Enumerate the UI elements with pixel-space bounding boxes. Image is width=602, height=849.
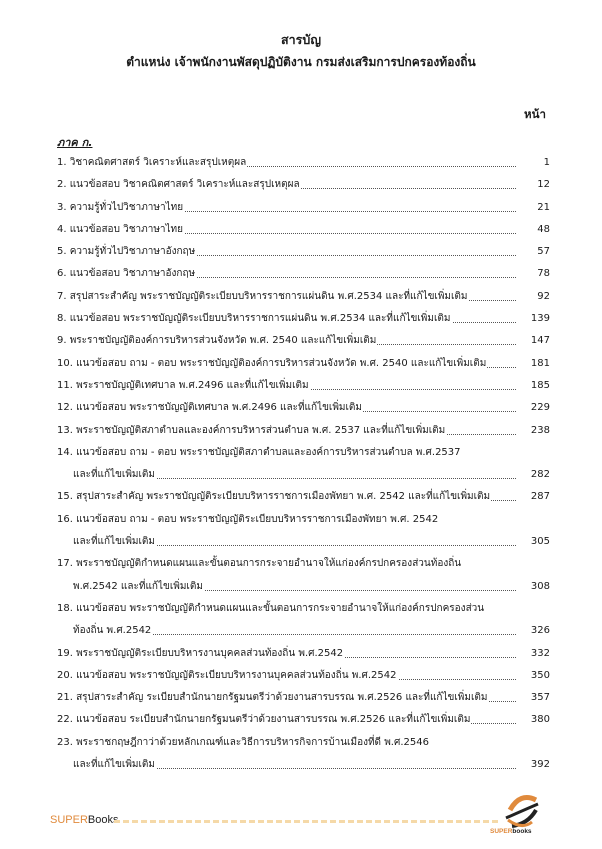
toc-entry[interactable] — [57, 576, 550, 598]
toc-entry[interactable] — [57, 174, 550, 196]
toc-entry[interactable] — [57, 286, 550, 308]
section-heading: ภาค ก. — [57, 136, 93, 149]
toc-entry-title: พ.ศ.2542 และที่แก้ไขเพิ่มเติม — [57, 576, 204, 598]
page-column-label: หน้า — [524, 107, 546, 121]
toc-entry[interactable] — [57, 464, 550, 486]
toc-entry[interactable] — [57, 531, 550, 553]
logo-text-super: SUPER — [490, 828, 513, 835]
toc-entry-page: 326 — [530, 625, 550, 637]
toc-entry-page: 282 — [530, 469, 550, 481]
toc-entry-title: 6. แนวข้อสอบ วิชาภาษาอังกฤษ — [57, 263, 196, 285]
toc-entry-page: 350 — [530, 669, 550, 681]
toc-entry[interactable] — [57, 219, 550, 241]
toc-entry[interactable] — [57, 241, 550, 263]
toc-entry-page: 12 — [537, 179, 550, 191]
toc-entry[interactable] — [57, 687, 550, 709]
toc-list — [57, 152, 550, 776]
toc-entry-title: 2. แนวข้อสอบ วิชาคณิตศาสตร์ วิเคราะห์และสรุปเหตุผล — [57, 174, 301, 196]
toc-entry-page: 380 — [530, 714, 550, 726]
toc-entry[interactable] — [57, 375, 550, 397]
footer-brand-books: Books — [87, 814, 119, 826]
logo-text-books: books — [512, 828, 532, 835]
toc-entry-page: 305 — [530, 536, 550, 548]
toc-entry[interactable] — [57, 353, 550, 375]
toc-subtitle: ตำแหน่ง เจ้าพนักงานพัสดุปฏิบัติงาน กรมส่งเสริมการปกครองท้องถิ่น — [126, 55, 476, 69]
toc-entry-page: 287 — [530, 491, 550, 503]
toc-entry-title: ท้องถิ่น พ.ศ.2542 — [57, 620, 152, 642]
toc-entry[interactable] — [57, 732, 550, 754]
toc-entry-title: 12. แนวข้อสอบ พระราชบัญญัติเทศบาล พ.ศ.2496 และที่แก้ไขเพิ่มเติม — [57, 397, 363, 419]
toc-entry-page: 181 — [530, 357, 550, 369]
toc-entry-page: 48 — [537, 223, 550, 235]
toc-entry-title: 13. พระราชบัญญัติสภาตำบลและองค์การบริหารส่วนตำบล พ.ศ. 2537 และที่แก้ไขเพิ่มเติม — [57, 420, 446, 442]
toc-entry-title: 7. สรุปสาระสำคัญ พระราชบัญญัติระเบียบบริหารราชการแผ่นดิน พ.ศ.2534 และที่แก้ไขเพิ่มเติม — [57, 286, 469, 308]
toc-entry-title: 19. พระราชบัญญัติระเบียบบริหารงานบุคคลส่วนท้องถิ่น พ.ศ.2542 — [57, 643, 344, 665]
toc-entry[interactable] — [57, 754, 550, 776]
toc-entry[interactable] — [57, 620, 550, 642]
toc-entry-title: 1. วิชาคณิตศาสตร์ วิเคราะห์และสรุปเหตุผล — [57, 152, 247, 174]
toc-entry[interactable] — [57, 152, 550, 174]
toc-entry[interactable] — [57, 598, 550, 620]
toc-entry-title: 3. ความรู้ทั่วไปวิชาภาษาไทย — [57, 197, 184, 219]
toc-entry-page: 357 — [530, 692, 550, 704]
toc-entry-page: 238 — [530, 424, 550, 436]
toc-entry-title: 20. แนวข้อสอบ พระราชบัญญัติระเบียบบริหารงานบุคคลส่วนท้องถิ่น พ.ศ.2542 — [57, 665, 398, 687]
toc-entry-title: 8. แนวข้อสอบ พระราชบัญญัติระเบียบบริหารราชการแผ่นดิน พ.ศ.2534 และที่แก้ไขเพิ่มเติม — [57, 308, 452, 330]
toc-entry-title: และที่แก้ไขเพิ่มเติม — [57, 754, 156, 776]
toc-entry-title: 15. สรุปสาระสำคัญ พระราชบัญญัติระเบียบบริหารราชการเมืองพัทยา พ.ศ. 2542 และที่แก้ไขเพิ่มเติม — [57, 486, 491, 508]
toc-entry-page: 392 — [530, 759, 550, 771]
toc-entry-page: 57 — [537, 246, 550, 258]
toc-entry-page: 185 — [530, 379, 550, 391]
toc-entry-title: 10. แนวข้อสอบ ถาม - ตอบ พระราชบัญญัติองค์การบริหารส่วนจังหวัด พ.ศ. 2540 และแก้ไขเพิ่มเติม — [57, 353, 487, 375]
footer-brand-super: SUPER — [50, 814, 88, 826]
toc-entry[interactable] — [57, 197, 550, 219]
toc-entry-title: 11. พระราชบัญญัติเทศบาล พ.ศ.2496 และที่แก้ไขเพิ่มเติม — [57, 375, 310, 397]
toc-entry[interactable] — [57, 420, 550, 442]
toc-entry-page: 92 — [537, 290, 550, 302]
toc-entry-page: 229 — [530, 402, 550, 414]
toc-entry-page: 308 — [530, 580, 550, 592]
toc-entry-title: 14. แนวข้อสอบ ถาม - ตอบ พระราชบัญญัติสภาตำบลและองค์การบริหารส่วนตำบล พ.ศ.2537 — [57, 442, 462, 464]
toc-entry-title: 16. แนวข้อสอบ ถาม - ตอบ พระราชบัญญัติระเบียบบริหารราชการเมืองพัทยา พ.ศ. 2542 — [57, 509, 439, 531]
toc-entry-title: 22. แนวข้อสอบ ระเบียบสำนักนายกรัฐมนตรีว่าด้วยงานสารบรรณ พ.ศ.2526 และที่แก้ไขเพิ่มเติม — [57, 709, 471, 731]
toc-entry[interactable] — [57, 553, 550, 575]
toc-entry-page: 78 — [537, 268, 550, 280]
logo-wordmark — [490, 828, 532, 835]
footer-divider — [114, 820, 498, 823]
toc-entry[interactable] — [57, 486, 550, 508]
toc-entry-title: 23. พระราชกฤษฎีกาว่าด้วยหลักเกณฑ์และวิธีการบริหารกิจการบ้านเมืองที่ดี พ.ศ.2546 — [57, 732, 430, 754]
toc-entry[interactable] — [57, 330, 550, 352]
toc-entry-title: 18. แนวข้อสอบ พระราชบัญญัติกำหนดแผนและขั้นตอนการกระจายอำนาจให้แก่องค์กรปกครองส่วน — [57, 598, 485, 620]
toc-entry[interactable] — [57, 709, 550, 731]
toc-entry-title: 9. พระราชบัญญัติองค์การบริหารส่วนจังหวัด พ.ศ. 2540 และแก้ไขเพิ่มเติม — [57, 330, 377, 352]
toc-entry[interactable] — [57, 442, 550, 464]
toc-entry-page: 1 — [543, 157, 550, 168]
toc-title: สารบัญ — [281, 32, 321, 47]
toc-entry[interactable] — [57, 397, 550, 419]
toc-entry-title: และที่แก้ไขเพิ่มเติม — [57, 464, 156, 486]
toc-entry[interactable] — [57, 308, 550, 330]
toc-entry[interactable] — [57, 509, 550, 531]
toc-entry-title: 17. พระราชบัญญัติกำหนดแผนและขั้นตอนการกระจายอำนาจให้แก่องค์กรปกครองส่วนท้องถิ่น — [57, 553, 462, 575]
toc-entry-page: 21 — [537, 201, 550, 213]
toc-entry-title: 21. สรุปสาระสำคัญ ระเบียบสำนักนายกรัฐมนตรีว่าด้วยงานสารบรรณ พ.ศ.2526 และที่แก้ไขเพิ่มเติม — [57, 687, 488, 709]
toc-entry[interactable] — [57, 665, 550, 687]
toc-entry-page: 139 — [530, 313, 550, 325]
toc-entry[interactable] — [57, 643, 550, 665]
toc-entry-page: 147 — [530, 335, 550, 347]
toc-entry-title: และที่แก้ไขเพิ่มเติม — [57, 531, 156, 553]
toc-entry-page: 332 — [530, 647, 550, 659]
toc-entry-title: 5. ความรู้ทั่วไปวิชาภาษาอังกฤษ — [57, 241, 196, 263]
footer-brand — [50, 814, 118, 826]
toc-entry-title: 4. แนวข้อสอบ วิชาภาษาไทย — [57, 219, 184, 241]
toc-entry[interactable] — [57, 263, 550, 285]
